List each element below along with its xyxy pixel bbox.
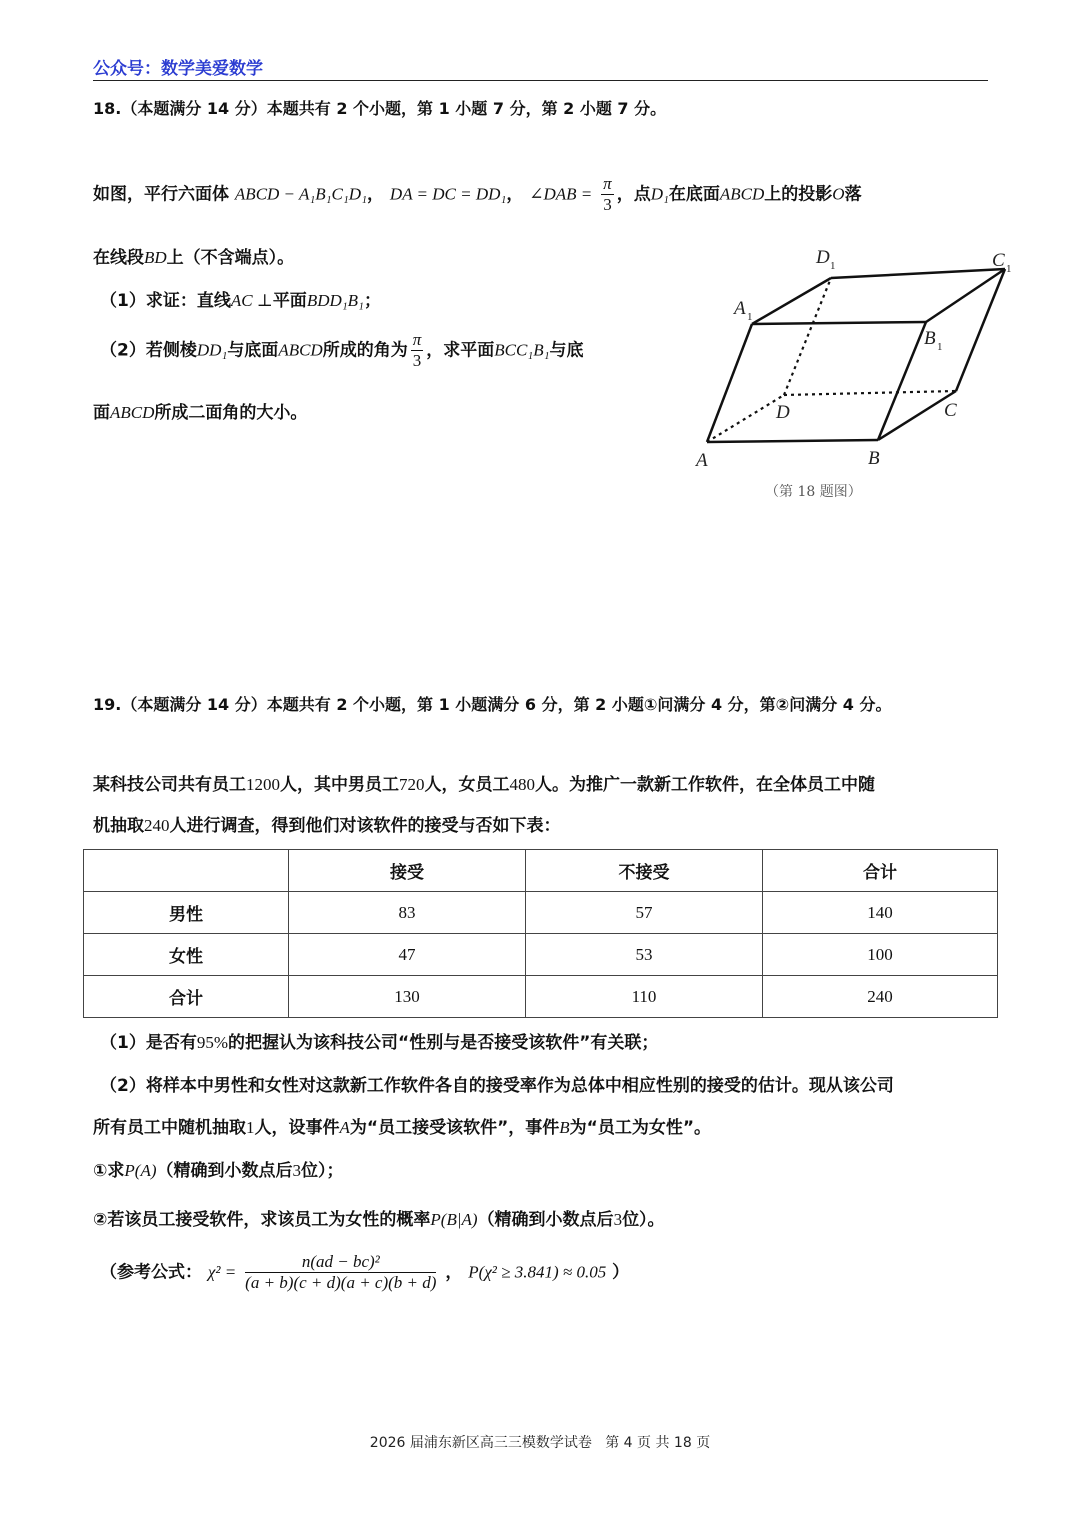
label-b: B [868, 448, 880, 469]
q18-text: 与底 [549, 340, 584, 361]
q19-text: ） [612, 1262, 630, 1283]
q18-text: 落 [844, 184, 862, 205]
q19-text: 为“员工为女性”。 [569, 1118, 711, 1138]
table-row-label: 女性 [84, 934, 289, 976]
table-cell: 57 [526, 892, 763, 934]
q18-base: ABCD [110, 403, 155, 422]
q19-text: （参考公式： [100, 1262, 202, 1283]
q18-text: ，点 [616, 184, 651, 205]
edge-d1c1 [831, 269, 1005, 278]
label-d1-sub: 1 [830, 260, 836, 272]
q18-edge-dd1: DD₁ [196, 340, 228, 360]
table-cell: 130 [289, 976, 526, 1018]
table-header-cell: 合计 [763, 850, 998, 892]
table-cell: 83 [289, 892, 526, 934]
q18-text: 在底面 [668, 184, 720, 205]
chi-square-critical: P(χ² ≥ 3.841) ≈ 0.05 [468, 1262, 607, 1282]
q19-text: （1）是否有 [100, 1033, 197, 1053]
q18-part1 [100, 286, 381, 311]
label-c: C [944, 400, 957, 421]
q19-text: 人，女员工 [424, 775, 510, 795]
q18-text: （2）若侧棱 [100, 340, 197, 361]
header-account: 公众号：数学美爱数学 [93, 59, 263, 79]
q19-text: （精确到小数点后 [477, 1210, 614, 1230]
label-a: A [696, 450, 708, 471]
q18-angle-fraction: $\frac{\pi}{3}$ [603, 174, 612, 214]
edge-bb1 [878, 322, 926, 440]
q18-part2 [100, 330, 584, 371]
q19-number: 1 [246, 1118, 255, 1137]
q19-text: 人，设事件 [254, 1118, 340, 1138]
label-d1: D [816, 247, 830, 268]
q19-reference-formula [100, 1252, 629, 1293]
table-header-cell [84, 850, 289, 892]
q18-text: 所成二面角的大小。 [154, 403, 308, 423]
table-row-label: 男性 [84, 892, 289, 934]
q19-text: 位）； [301, 1161, 344, 1181]
edge-a1d1 [752, 278, 831, 324]
q18-text: 所成的角为 [322, 340, 408, 361]
q19-number: 3 [292, 1161, 301, 1180]
q18-heading: 18.（本题满分 14 分）本题共有 2 个小题，第 1 小题 7 分，第 2 小题 7 分。 [93, 99, 667, 118]
q18-text: （1）求证：直线 [100, 291, 231, 311]
q19-text: 某科技公司共有员工 [93, 775, 246, 795]
q18-plane-bcc1b1: BCC₁B₁ [494, 340, 550, 360]
q19-female-count: 480 [509, 775, 535, 794]
q18-angle-fraction-2: $\frac{\pi}{3}$ [412, 330, 422, 370]
table-row [84, 934, 998, 976]
q18-text: 上（不含端点）。 [166, 248, 295, 268]
q19-text: ， [445, 1262, 463, 1283]
table-row [84, 976, 998, 1018]
q19-male-count: 720 [399, 775, 425, 794]
table-row-label: 合计 [84, 976, 289, 1018]
q18-point-d1: D₁ [650, 184, 669, 204]
table-row [84, 892, 998, 934]
q18-text: 与底面 [227, 340, 279, 361]
q18-point-o: O [832, 184, 845, 204]
q18-intro-line2 [93, 243, 294, 268]
parallelepiped-figure [690, 240, 1030, 510]
q18-angle-expr: ∠DAB = [529, 184, 593, 204]
q18-text: ，求平面 [426, 340, 495, 361]
table-cell: 140 [763, 892, 998, 934]
q19-intro-line1 [93, 770, 875, 795]
table-cell: 110 [526, 976, 763, 1018]
q18-text: 如图，平行六面体 [93, 184, 229, 205]
edge-ab [707, 440, 878, 442]
label-c1: C [992, 250, 1005, 271]
edge-a1b1 [752, 322, 926, 324]
table-cell: 53 [526, 934, 763, 976]
edge-aa1 [707, 324, 752, 442]
q19-event-b: B [559, 1118, 570, 1137]
q18-part2-cont [93, 398, 307, 423]
chi-square-symbol: χ² = [207, 1262, 237, 1282]
q19-prob-a: P(A) [124, 1161, 157, 1180]
q19-part2-line2 [93, 1113, 711, 1138]
q19-intro-line2 [93, 811, 561, 836]
q19-text: （精确到小数点后 [156, 1161, 293, 1181]
q18-segment-bd: BD [144, 248, 167, 267]
table-header-cell: 接受 [289, 850, 526, 892]
q19-text: 人进行调查，得到他们对该软件的接受与否如下表： [169, 816, 561, 836]
q18-plane-bdd1b1: BDD₁B₁ [306, 291, 364, 310]
label-c1-sub: 1 [1006, 263, 1012, 275]
label-b1: B [924, 328, 936, 349]
q18-text: 在线段 [93, 248, 144, 268]
label-a1-sub: 1 [747, 311, 753, 323]
q19-text: ①求 [93, 1161, 125, 1181]
q19-event-a: A [339, 1118, 350, 1137]
q19-text: 所有员工中随机抽取 [93, 1118, 246, 1138]
table-cell: 240 [763, 976, 998, 1018]
edge-dc-hidden [784, 391, 956, 395]
q18-text: 上的投影 [764, 184, 833, 205]
q19-text: 位）。 [622, 1210, 665, 1230]
figure-caption: （第 18 题图） [765, 484, 862, 500]
chi-square-fraction [245, 1252, 436, 1293]
q19-total-employees: 1200 [246, 775, 280, 794]
q19-sub1 [93, 1156, 344, 1181]
q18-line-ac: AC ⊥ [230, 291, 273, 310]
edge-cc1 [956, 269, 1005, 391]
q18-base: ABCD [278, 340, 323, 360]
table-header-cell: 不接受 [526, 850, 763, 892]
q19-text: 人。为推广一款新工作软件，在全体员工中随 [535, 775, 875, 795]
q19-text: 人，其中男员工 [280, 775, 399, 795]
q18-text: ； [363, 291, 381, 311]
q19-text: ②若该员工接受软件，求该员工为女性的概率 [93, 1210, 431, 1230]
q19-number: 3 [613, 1210, 623, 1229]
q19-confidence: 95% [196, 1033, 229, 1052]
edge-ad-hidden [707, 395, 784, 442]
label-a1: A [734, 298, 746, 319]
q19-part1 [100, 1028, 658, 1053]
label-d: D [776, 402, 790, 423]
header-divider [93, 80, 988, 81]
chi-square-numerator: n(ad − bc)² [245, 1252, 436, 1273]
q19-sub2 [93, 1205, 665, 1230]
q19-heading: 19.（本题满分 14 分）本题共有 2 个小题，第 1 小题满分 6 分，第 2 小题①问满分 4 分，第②问满分 4 分。 [93, 695, 892, 714]
q18-intro-line1: 如图，平行六面体 ABCD − A₁B₁C₁D₁， DA = DC = DD₁， ∠DAB = $\frac{\pi}{3}$ ，点D₁在底面ABCD上的投影O落 [93, 174, 862, 214]
q18-text: 面 [93, 403, 110, 423]
chi-square-denominator: (a + b)(c + d)(a + c)(b + d) [245, 1273, 437, 1292]
label-b1-sub: 1 [937, 341, 943, 353]
q19-prob-b-given-a: P(B|A) [430, 1210, 478, 1229]
q18-text: 平面 [272, 291, 307, 311]
q18-edge-condition: DA = DC = DD₁ [389, 184, 507, 204]
table-cell: 47 [289, 934, 526, 976]
page-footer: 2026 届浦东新区高三三模数学试卷 第 4 页 共 18 页 [369, 1435, 711, 1451]
q19-text: 为“员工接受该软件”，事件 [349, 1118, 560, 1138]
q19-sample-size: 240 [144, 816, 170, 835]
q19-text: 机抽取 [93, 816, 144, 836]
table-cell: 100 [763, 934, 998, 976]
contingency-table [83, 849, 998, 1018]
edge-dd1-hidden [784, 278, 831, 395]
q18-solid-expr: ABCD − A₁B₁C₁D₁ [234, 184, 367, 204]
q19-part2-line1: （2）将样本中男性和女性对这款新工作软件各自的接受率作为总体中相应性别的接受的估计。现从该公司 [100, 1076, 894, 1096]
q19-text: 的把握认为该科技公司“性别与是否接受该软件”有关联； [228, 1033, 659, 1053]
q18-base: ABCD [719, 184, 765, 204]
table-header-row [84, 850, 998, 892]
